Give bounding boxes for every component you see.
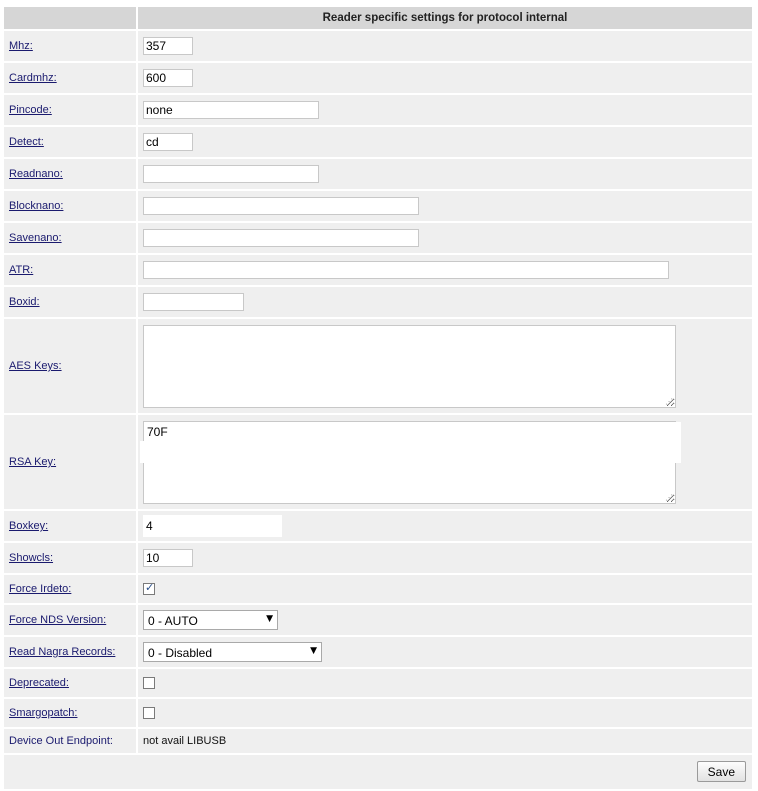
- row-aes-keys: [4, 319, 752, 415]
- savenano-label[interactable]: Savenano:: [9, 232, 62, 244]
- force-irdeto-label[interactable]: Force Irdeto:: [9, 583, 72, 595]
- force-nds-version-value: 0 - AUTO: [148, 614, 198, 628]
- pincode-input[interactable]: [143, 101, 319, 119]
- footer-row: [4, 755, 752, 789]
- save-button[interactable]: Save: [697, 761, 746, 782]
- aes-keys-label[interactable]: AES Keys:: [9, 360, 62, 372]
- row-cardmhz: [4, 63, 752, 95]
- showcls-input[interactable]: [143, 549, 193, 567]
- deprecated-checkbox[interactable]: [143, 677, 155, 689]
- read-nagra-records-label[interactable]: Read Nagra Records:: [9, 646, 116, 658]
- rsa-key-label[interactable]: RSA Key:: [9, 456, 57, 468]
- row-boxkey: [4, 511, 752, 543]
- row-force-irdeto: [4, 575, 752, 605]
- read-nagra-records-value: 0 - Disabled: [148, 646, 213, 660]
- atr-label[interactable]: ATR:: [9, 264, 34, 276]
- boxid-input[interactable]: [143, 293, 244, 311]
- row-force-nds-version: [4, 605, 752, 637]
- row-read-nagra-records: [4, 637, 752, 669]
- dropdown-arrow-icon: ▼: [266, 614, 273, 624]
- smargopatch-checkbox[interactable]: [143, 707, 155, 719]
- settings-table: [4, 7, 752, 789]
- row-boxid: [4, 287, 752, 319]
- device-out-endpoint-value: not avail LIBUSB: [143, 735, 227, 747]
- row-mhz: [4, 31, 752, 63]
- smargopatch-label[interactable]: Smargopatch:: [9, 707, 78, 719]
- resize-grip-icon[interactable]: ⋰: [665, 396, 673, 406]
- pincode-label[interactable]: Pincode:: [9, 104, 52, 116]
- mhz-label[interactable]: Mhz:: [9, 40, 33, 52]
- mhz-input[interactable]: [143, 37, 193, 55]
- detect-label[interactable]: Detect:: [9, 136, 44, 148]
- force-irdeto-checkbox[interactable]: [143, 583, 155, 595]
- aes-keys-textarea[interactable]: [143, 325, 676, 408]
- deprecated-label[interactable]: Deprecated:: [9, 677, 69, 689]
- row-pincode: [4, 95, 752, 127]
- reader-settings-panel: [4, 7, 752, 789]
- force-nds-version-label[interactable]: Force NDS Version:: [9, 614, 107, 626]
- row-readnano: [4, 159, 752, 191]
- cardmhz-label[interactable]: Cardmhz:: [9, 72, 57, 84]
- force-nds-version-select[interactable]: [143, 610, 278, 630]
- row-device-out-endpoint: [4, 729, 752, 755]
- row-blocknano: [4, 191, 752, 223]
- blocknano-input[interactable]: [143, 197, 419, 215]
- row-detect: [4, 127, 752, 159]
- header-spacer: [4, 7, 138, 31]
- device-out-endpoint-label: Device Out Endpoint:: [9, 735, 113, 747]
- resize-grip-icon[interactable]: ⋰: [665, 492, 673, 502]
- boxkey-label[interactable]: Boxkey:: [9, 520, 49, 532]
- row-showcls: [4, 543, 752, 575]
- row-rsa-key: [4, 415, 752, 511]
- read-nagra-records-select[interactable]: [143, 642, 322, 662]
- boxkey-input[interactable]: [143, 515, 282, 537]
- readnano-input[interactable]: [143, 165, 319, 183]
- cardmhz-input[interactable]: [143, 69, 193, 87]
- atr-input[interactable]: [143, 261, 669, 279]
- row-deprecated: [4, 669, 752, 699]
- row-atr: [4, 255, 752, 287]
- detect-input[interactable]: [143, 133, 193, 151]
- savenano-input[interactable]: [143, 229, 419, 247]
- section-title: Reader specific settings for protocol internal: [138, 7, 752, 31]
- dropdown-arrow-icon: ▼: [310, 646, 317, 656]
- redaction-mask: [140, 441, 180, 463]
- redaction-mask: [179, 422, 681, 463]
- readnano-label[interactable]: Readnano:: [9, 168, 63, 180]
- showcls-label[interactable]: Showcls:: [9, 552, 54, 564]
- blocknano-label[interactable]: Blocknano:: [9, 200, 64, 212]
- row-smargopatch: [4, 699, 752, 729]
- boxid-label[interactable]: Boxid:: [9, 296, 40, 308]
- row-savenano: [4, 223, 752, 255]
- header-row: [4, 7, 752, 31]
